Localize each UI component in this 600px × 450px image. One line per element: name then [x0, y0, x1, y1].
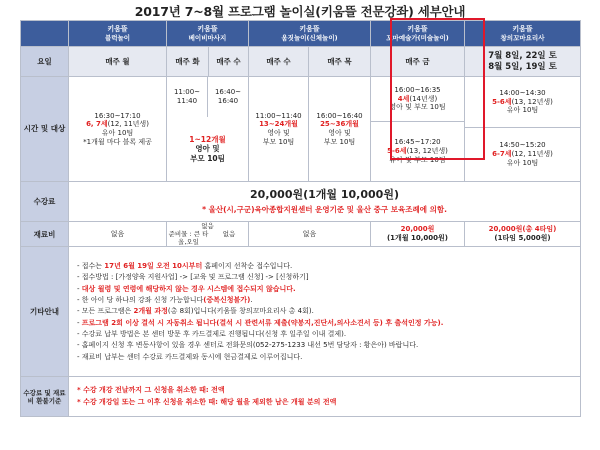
time-massage — [167, 77, 249, 182]
materials-art — [371, 222, 465, 247]
target — [69, 120, 166, 129]
time-value: 14:00~14:30 — [499, 88, 546, 97]
col-header-massage — [167, 21, 249, 47]
time-value: 11:00~ — [173, 88, 201, 97]
target-age: 4세 — [397, 94, 410, 103]
col-header-sub: 움짓놀이(신체놀이) — [281, 33, 338, 42]
label-materials: 재료비 — [21, 222, 69, 247]
target-age: 6-7세 — [492, 150, 512, 159]
capacity: 영아 및 부모 10팀 — [389, 103, 446, 112]
highlight-box — [390, 18, 485, 160]
time-massage-a — [167, 77, 207, 117]
time-move-a — [249, 77, 309, 182]
day-art: 매주 금 — [371, 47, 465, 77]
page-title: 2017년 7~8월 프로그램 놀이실(키움뜰 전문강좌) 세부안내 — [134, 4, 466, 19]
col-header-line: 키움뜰 — [197, 25, 218, 34]
materials-cooking — [465, 222, 581, 247]
col-header-line: 키움뜰 — [107, 25, 128, 34]
day-row — [21, 47, 581, 77]
materials-row — [21, 222, 581, 247]
time-value: 14:50~15:20 — [499, 141, 546, 150]
time-move-b — [309, 77, 371, 182]
materials-text: 없음 — [201, 222, 214, 230]
target-age: 5-6세 — [492, 97, 512, 106]
program-table — [20, 20, 581, 417]
capacity: 부모 10팀 — [190, 153, 225, 163]
materials-text: 없음 — [222, 230, 236, 239]
info-item: - 한 아이 당 하나의 강좌 신청 가능합니다(중복신청불가). — [77, 295, 253, 304]
target-year: (12, 11년생) — [511, 150, 553, 159]
header-row — [21, 21, 581, 47]
note: *1개월 마다 블록 제공 — [83, 137, 152, 146]
label-info: 기타안내 — [21, 247, 69, 377]
col-header-line: 키움뜰 — [512, 25, 533, 34]
info-item: - 접수는 17년 6월 19일 오전 10시부터 홈페이지 선착순 접수입니다. — [77, 261, 293, 270]
label-day: 요일 — [21, 47, 69, 77]
fee-note: * 울산(시,구군)육아종합지원센터 운영기준 및 울산 중구 보육조례에 의함. — [202, 205, 447, 215]
capacity: 부모 10팀 — [262, 137, 295, 146]
info-row — [21, 247, 581, 377]
time-value: 16:45~17:20 — [394, 138, 441, 147]
capacity: 영아 및 — [328, 129, 351, 137]
day-massage-a: 매주 화 — [167, 47, 209, 77]
fee-amount: 20,000원(1개월 10,000원) — [250, 188, 399, 202]
target-year: (13, 12년생) — [406, 147, 448, 156]
materials-price-sub: (1개월 10,000원) — [386, 234, 448, 243]
info-item: - 접수방법 : [가정양육 지원사업] -> [교육 및 프로그램 신청] -> [신청하기] — [77, 273, 309, 282]
day-massage-b: 매주 수 — [209, 47, 249, 77]
col-header-sub: 창의꼬마요리사 — [500, 33, 545, 42]
header-corner — [21, 21, 69, 47]
refund-item: * 수강 개강 전날까지 그 신청을 취소한 때: 전액 — [77, 385, 225, 394]
time-block — [69, 77, 167, 182]
label-refund: 수강료 및 재료비 환불기준 — [21, 377, 69, 417]
info-item: - 재료비 납부는 센터 수강료 카드결제와 동시에 현금결제로 이루어집니다. — [77, 352, 303, 361]
materials-price-sub: (1타임 5,000원) — [494, 234, 551, 243]
capacity: 유아 및 부모 10팀 — [389, 155, 446, 164]
info-item: - 대상 월령 및 연령에 해당하지 않는 경우 시스템에 접수되지 않습니다. — [77, 284, 296, 293]
time-value: 16:00~16:40 — [316, 111, 363, 120]
target-age: 5-6세 — [387, 147, 407, 156]
time-value: 11:00~11:40 — [255, 111, 302, 120]
capacity: 부모 10팀 — [323, 137, 356, 146]
time-value: 16:40 — [217, 97, 239, 105]
refund-item: * 수강 개강일 또는 그 이후 신청을 취소한 때: 해당 월을 제외한 남은 개월 분의 전액 — [77, 397, 337, 406]
info-item: - 모든 프로그램은 2개월 과정(총 8회)입니다(키움뜰 창의꼬마요리사 총 4회). — [77, 307, 314, 316]
target-age: 1~12개월 — [189, 134, 226, 144]
capacity: 영아 및 — [195, 144, 220, 154]
col-header-line: 키움뜰 — [407, 25, 428, 34]
col-header-sub: 꼬마예술가(미술놀이) — [386, 33, 449, 42]
time-row — [21, 77, 581, 182]
col-header-sub: 베이비마사지 — [188, 33, 227, 42]
target-age: 6, 7세 — [86, 120, 108, 129]
time-massage-b — [207, 77, 248, 117]
materials-price: 20,000원 — [400, 225, 435, 234]
target-age: 13~24개월 — [259, 120, 298, 129]
day-cooking-line: 8월 5일, 19일 토 — [488, 61, 557, 72]
label-fee: 수강료 — [21, 182, 69, 222]
info-item: - 프로그램 2회 이상 결석 시 자동취소 됩니다(결석 시 관련서류 제출(약봉지,진단서,의사소견서 등) 후 출석인정 가능). — [77, 318, 444, 327]
day-cooking-line: 7월 8일, 22일 토 — [488, 50, 557, 61]
target-year: (12, 11년생) — [107, 120, 149, 129]
time-value: 16:00~16:35 — [394, 85, 441, 94]
col-header-movement — [249, 21, 371, 47]
capacity: 유아 10팀 — [101, 129, 134, 137]
fee-row — [21, 182, 581, 222]
capacity: 유아 10팀 — [506, 158, 539, 167]
day-block: 매주 월 — [69, 47, 167, 77]
info-list — [69, 247, 581, 377]
time-value: 16:30~17:10 — [94, 111, 141, 120]
time-value: 16:40~ — [214, 88, 242, 97]
time-value: 11:40 — [176, 97, 198, 105]
materials-move: 없음 — [249, 222, 371, 247]
target-year: (14년생) — [409, 94, 438, 103]
info-item: - 수강료 납부 방법은 본 센터 방문 후 카드결제로 진행됩니다(신청 후 일주일 이내 결제). — [77, 329, 347, 338]
fee-cell — [69, 182, 581, 222]
materials-block: 없음 — [69, 222, 167, 247]
refund-list — [69, 377, 581, 417]
refund-row — [21, 377, 581, 417]
materials-text: 준비물 : 큰 타올,오일 — [168, 230, 209, 247]
materials-price: 20,000원(총 4타임) — [488, 225, 557, 234]
col-header-line: 키움뜰 — [299, 25, 320, 34]
capacity: 영아 및 — [267, 129, 290, 137]
col-header-block — [69, 21, 167, 47]
info-item: - 홈페이지 신청 후 변동사항이 있을 경우 센터로 전화문의(052-275-1233 내선 5번 담당자 : 황은아) 바랍니다. — [77, 341, 419, 350]
target-age: 25~36개월 — [320, 120, 359, 129]
target-year: (13, 12년생) — [511, 97, 553, 106]
capacity: 유아 10팀 — [506, 106, 539, 115]
day-move-a: 매주 수 — [249, 47, 309, 77]
materials-massage — [167, 222, 249, 247]
col-header-sub: 블럭놀이 — [104, 33, 131, 42]
label-time: 시간 및 대상 — [21, 77, 69, 182]
day-move-b: 매주 목 — [309, 47, 371, 77]
